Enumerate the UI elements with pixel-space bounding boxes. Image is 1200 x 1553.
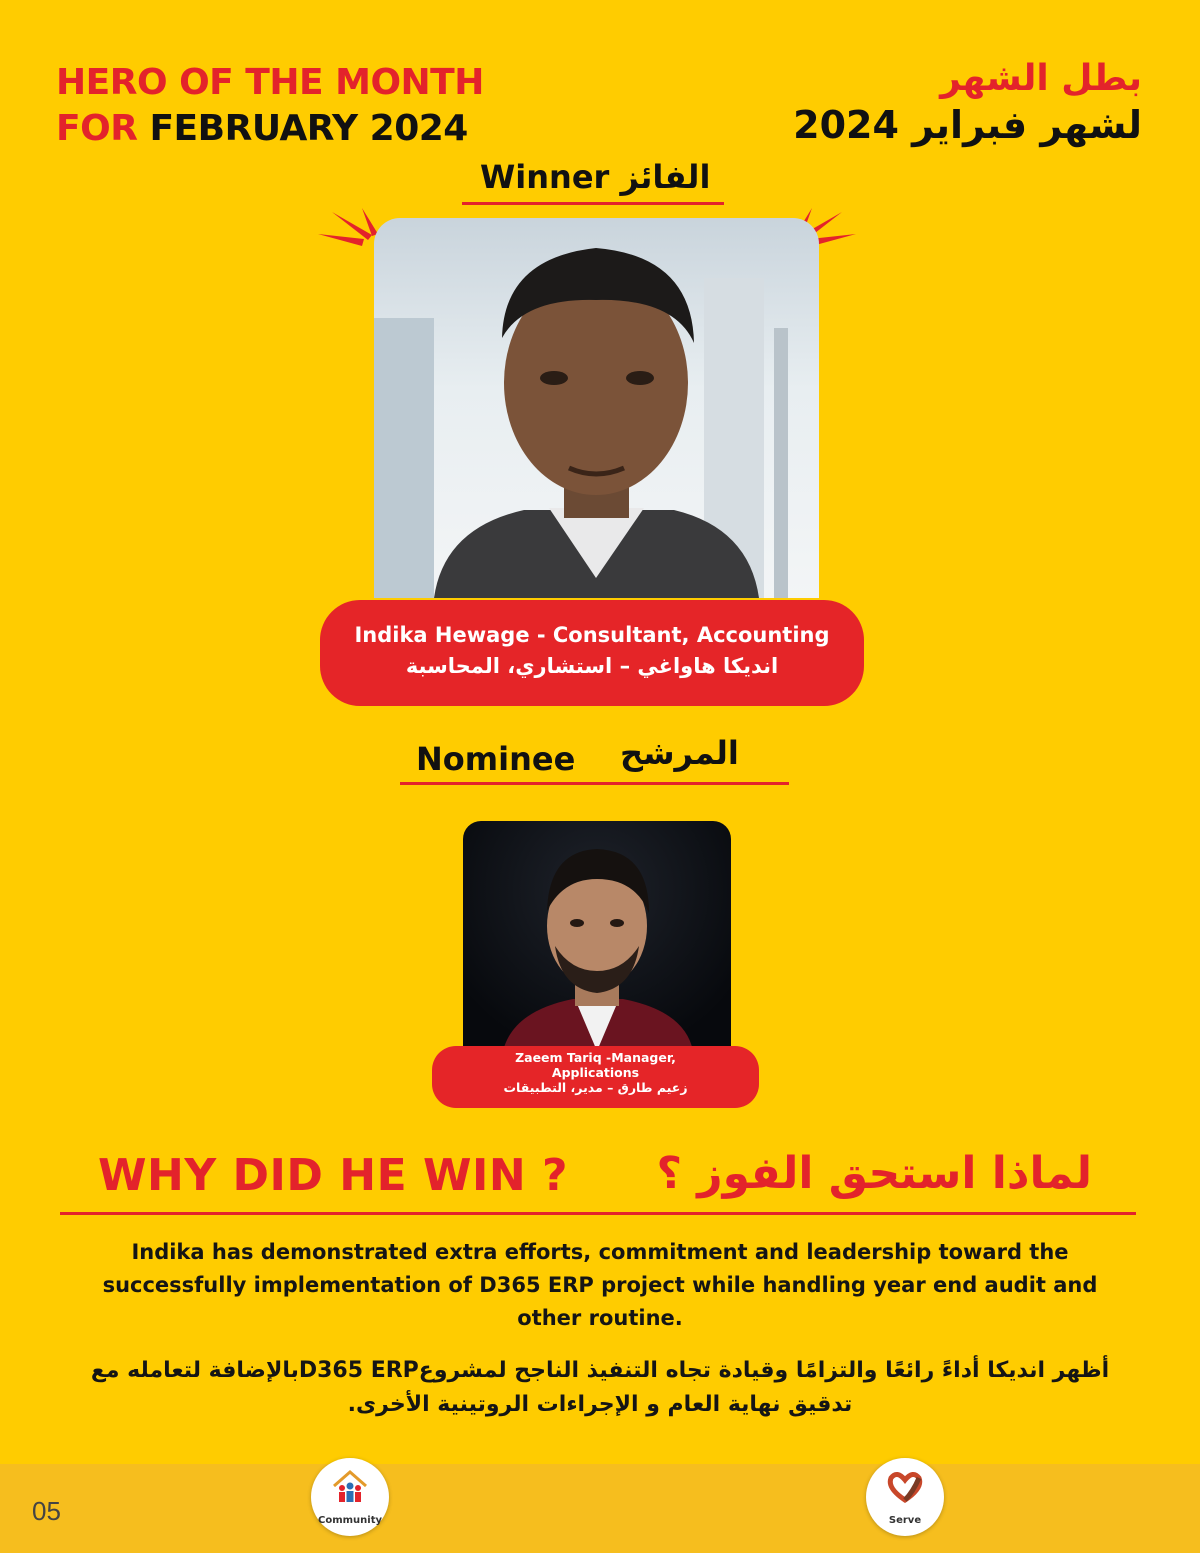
serve-heart-hands-icon bbox=[883, 1470, 927, 1504]
winner-heading-ar: الفائز bbox=[620, 158, 711, 196]
footer-bar bbox=[0, 1464, 1200, 1553]
nominee-name-badge bbox=[432, 1046, 759, 1108]
winner-photo bbox=[374, 218, 819, 598]
nominee-heading-ar: المرشح bbox=[620, 734, 739, 772]
community-badge bbox=[311, 1458, 389, 1536]
nominee-underline bbox=[400, 782, 789, 785]
why-heading-ar: لماذا استحق الفوز ؟ bbox=[656, 1148, 1092, 1199]
serve-badge bbox=[866, 1458, 944, 1536]
winner-heading bbox=[480, 158, 710, 196]
nominee-photo bbox=[463, 821, 731, 1051]
title-for: FOR bbox=[56, 108, 138, 149]
title-month: FEBRUARY 2024 bbox=[149, 108, 468, 149]
title-line1: HERO OF THE MONTH bbox=[56, 62, 484, 103]
community-label: Community bbox=[317, 1515, 382, 1526]
why-heading-en: WHY DID HE WIN ? bbox=[98, 1150, 569, 1201]
serve-label: Serve bbox=[888, 1515, 922, 1526]
winner-name-badge bbox=[320, 600, 864, 706]
community-icon bbox=[330, 1468, 370, 1506]
arabic-title-line1: بطل الشهر bbox=[940, 58, 1142, 99]
winner-name-ar: انديكا هاواغي – استشاري، المحاسبة bbox=[405, 654, 779, 678]
arabic-title bbox=[793, 56, 1142, 148]
nominee-portrait-icon bbox=[463, 821, 731, 1051]
nominee-name-en-line1: Zaeem Tariq -Manager, bbox=[515, 1050, 676, 1065]
winner-portrait-icon bbox=[374, 218, 819, 598]
title-line2 bbox=[56, 106, 484, 152]
winner-underline bbox=[462, 202, 724, 205]
arabic-title-line2: لشهر فبراير 2024 bbox=[793, 103, 1142, 147]
reason-text-en: Indika has demonstrated extra efforts, commitment and leadership toward the successfully implementation of D365 ERP project while handling year end audit and other routine. bbox=[102, 1240, 1098, 1330]
winner-name-en: Indika Hewage - Consultant, Accounting bbox=[354, 623, 830, 647]
reason-text-ar: أظهر انديكا أداءً رائعًا والتزامًا وقيادة تجاه التنفيذ الناجح لمشروعD365 ERPبالإضافة لتعامله مع تدقيق نهاية العام و الإجراءات الروتينية الأخرى. bbox=[90, 1358, 1110, 1417]
english-title bbox=[56, 60, 484, 152]
page-number: 05 bbox=[32, 1496, 61, 1526]
winner-heading-en: Winner bbox=[480, 158, 610, 196]
burst-left-icon bbox=[312, 206, 382, 266]
nominee-heading-en: Nominee bbox=[416, 740, 576, 778]
nominee-name-en-line2: Applications bbox=[551, 1065, 640, 1080]
nominee-name-ar: زعيم طارق – مدير، التطبيقات bbox=[503, 1080, 688, 1095]
why-underline bbox=[60, 1212, 1136, 1215]
